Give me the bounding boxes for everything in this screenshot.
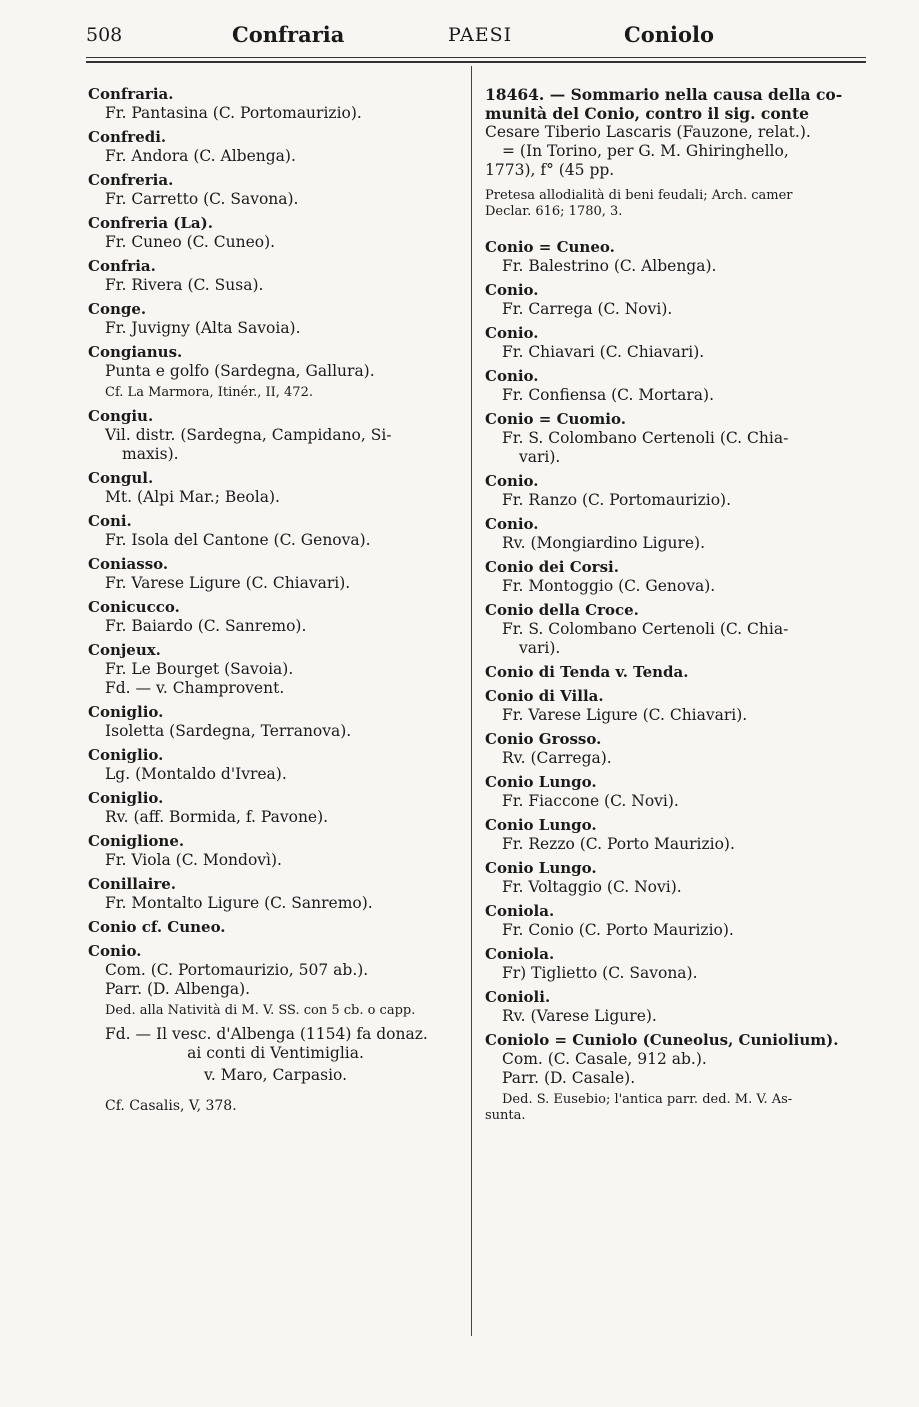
gazetteer-entry <box>88 703 463 741</box>
entry-heading: Conio Lungo. <box>485 773 597 791</box>
entry-heading: Conjeux. <box>88 641 161 659</box>
entry-line: Fr. Montalto Ligure (C. Sanremo). <box>105 894 373 912</box>
entry-heading: Confraria. <box>88 85 174 103</box>
founding-note-line1: Fd. — Il vesc. d'Albenga (1154) fa donaz. <box>105 1025 428 1043</box>
entry-heading: Congul. <box>88 469 154 487</box>
entry-heading: Confria. <box>88 257 156 275</box>
sommario-line2: munità del Conio, contro il sig. conte <box>485 104 809 123</box>
gazetteer-entry <box>88 875 463 913</box>
gazetteer-entry <box>88 214 463 252</box>
entry-heading: Conio Grosso. <box>485 730 602 748</box>
header-rule-thin <box>86 57 866 58</box>
entry-note: Ded. alla Natività di M. V. SS. con 5 cb. o capp. <box>105 1003 416 1018</box>
entry-line: Fr. Cuneo (C. Cuneo). <box>105 233 276 251</box>
entry-heading: Conio di Villa. <box>485 687 604 705</box>
entry-line: Fr. Varese Ligure (C. Chiavari). <box>502 706 748 724</box>
entry-line: Vil. distr. (Sardegna, Campidano, Si- <box>105 426 392 444</box>
entry-line: Fr. Rivera (C. Susa). <box>105 276 264 294</box>
entry-heading: Coniasso. <box>88 555 169 573</box>
entry-line: Rv. (aff. Bormida, f. Pavone). <box>105 808 329 826</box>
left-tail <box>88 1025 463 1116</box>
gazetteer-entry <box>485 902 865 940</box>
sommario-note-line2: Declar. 616; 1780, 3. <box>485 204 623 219</box>
entry-heading: Coniola. <box>485 902 555 920</box>
entry-line: Isoletta (Sardegna, Terranova). <box>105 722 352 740</box>
gazetteer-entry <box>88 746 463 784</box>
entry-heading: Conio dei Corsi. <box>485 558 619 576</box>
entry-heading: Conio. <box>485 367 539 385</box>
gazetteer-entry <box>485 687 865 725</box>
founding-note-line2: ai conti di Ventimiglia. <box>187 1044 364 1062</box>
entry-heading: Confreria. <box>88 171 174 189</box>
entry-heading: Congiu. <box>88 407 154 425</box>
sommario-note-line1: Pretesa allodialità di beni feudali; Arch. camer <box>485 188 793 203</box>
entry-heading: Conio. <box>485 324 539 342</box>
left-entries-list <box>88 85 463 1019</box>
gazetteer-entry <box>485 816 865 854</box>
entry-heading: Coniglio. <box>88 703 164 721</box>
entry-line: Punta e golfo (Sardegna, Gallura). <box>105 362 375 380</box>
running-head-center: PAESI <box>448 24 513 46</box>
sommario-line5: 1773), f° (45 pp. <box>485 161 615 179</box>
entry-heading: Coniglione. <box>88 832 185 850</box>
entry-line: Fr. Ranzo (C. Portomaurizio). <box>502 491 732 509</box>
gazetteer-entry <box>485 601 865 658</box>
entry-line: Fr. Juvigny (Alta Savoia). <box>105 319 301 337</box>
entry-heading: Congianus. <box>88 343 183 361</box>
entry-heading: Conio. <box>485 515 539 533</box>
entry-heading: Confreria (La). <box>88 214 213 232</box>
right-entries-list <box>485 238 865 1124</box>
entry-heading: Conio. <box>485 472 539 490</box>
page-number: 508 <box>86 24 123 46</box>
gazetteer-entry <box>88 789 463 827</box>
entry-line: Fr. Rezzo (C. Porto Maurizio). <box>502 835 735 853</box>
sommario-line3: Cesare Tiberio Lascaris (Fauzone, relat.). <box>485 123 811 141</box>
entry-line: Fr. Chiavari (C. Chiavari). <box>502 343 705 361</box>
gazetteer-entry <box>88 832 463 870</box>
gazetteer-entry <box>485 281 865 319</box>
entry-line: Fr. Fiaccone (C. Novi). <box>502 792 679 810</box>
entry-heading: Coniolo = Cuniolo (Cuneolus, Cuniolium). <box>485 1031 839 1049</box>
entry-heading: Conio cf. Cuneo. <box>88 918 226 936</box>
gazetteer-entry <box>485 324 865 362</box>
gazetteer-entry <box>88 407 463 464</box>
entry-heading: Conio = Cuneo. <box>485 238 615 256</box>
gazetteer-entry <box>485 988 865 1026</box>
entry-line: Parr. (D. Casale). <box>502 1069 636 1087</box>
entry-line: Rv. (Varese Ligure). <box>502 1007 657 1025</box>
gazetteer-entry <box>485 730 865 768</box>
gazetteer-entry <box>88 171 463 209</box>
entry-line: Com. (C. Casale, 912 ab.). <box>502 1050 707 1068</box>
entry-note: Cf. La Marmora, Itinér., II, 472. <box>105 385 313 400</box>
entry-heading: Conio. <box>485 281 539 299</box>
gazetteer-entry <box>485 472 865 510</box>
gazetteer-entry <box>88 343 463 401</box>
entry-heading: Conillaire. <box>88 875 177 893</box>
gazetteer-entry <box>88 598 463 636</box>
sommario-line4: = (In Torino, per G. M. Ghiringhello, <box>502 142 789 160</box>
running-head-left: Confraria <box>232 22 345 47</box>
gazetteer-entry <box>88 641 463 698</box>
entry-line: Fr. Balestrino (C. Albenga). <box>502 257 717 275</box>
entry-line: Fr. Baiardo (C. Sanremo). <box>105 617 307 635</box>
entry-note: Ded. S. Eusebio; l'antica parr. ded. M. V. As- <box>502 1092 793 1107</box>
sommario-line1: 18464. — Sommario nella causa della co- <box>485 85 843 104</box>
header-rule-thick <box>86 61 866 63</box>
entry-line: Rv. (Carrega). <box>502 749 612 767</box>
entry-heading: Coniola. <box>485 945 555 963</box>
entry-heading: Conge. <box>88 300 147 318</box>
gazetteer-entry <box>88 555 463 593</box>
entry-heading: Coniglio. <box>88 746 164 764</box>
entry-line: Fr. S. Colombano Certenoli (C. Chia- <box>502 620 789 638</box>
entry-line: Fr. Pantasina (C. Portomaurizio). <box>105 104 362 122</box>
gazetteer-entry <box>88 942 463 1019</box>
entry-heading: Coni. <box>88 512 132 530</box>
gazetteer-entry <box>88 300 463 338</box>
entry-line: Fr. S. Colombano Certenoli (C. Chia- <box>502 429 789 447</box>
gazetteer-entry <box>88 128 463 166</box>
gazetteer-entry <box>485 515 865 553</box>
entry-line: Fr. Carrega (C. Novi). <box>502 300 673 318</box>
entry-line: Fr. Voltaggio (C. Novi). <box>502 878 682 896</box>
entry-continuation: maxis). <box>122 445 179 463</box>
entry-continuation: vari). <box>519 448 561 466</box>
gazetteer-entry <box>485 558 865 596</box>
sommario-note <box>485 188 865 220</box>
running-head-right: Coniolo <box>624 22 714 47</box>
entry-line: Fr. Andora (C. Albenga). <box>105 147 296 165</box>
entry-note-continuation: sunta. <box>485 1108 526 1123</box>
entry-heading: Conio Lungo. <box>485 859 597 877</box>
gazetteer-entry <box>88 257 463 295</box>
column-divider <box>471 66 472 1336</box>
entry-line: Fr. Confiensa (C. Mortara). <box>502 386 715 404</box>
entry-heading: Conio. <box>88 942 142 960</box>
entry-line: Fr. Isola del Cantone (C. Genova). <box>105 531 371 549</box>
gazetteer-entry <box>485 945 865 983</box>
entry-heading: Conioli. <box>485 988 551 1006</box>
entry-heading: Conio della Croce. <box>485 601 639 619</box>
gazetteer-entry <box>485 410 865 467</box>
reference-line: Cf. Casalis, V, 378. <box>105 1098 237 1114</box>
entry-line: Fr. Conio (C. Porto Maurizio). <box>502 921 734 939</box>
gazetteer-entry <box>485 367 865 405</box>
gazetteer-entry <box>485 663 865 682</box>
gazetteer-entry <box>485 773 865 811</box>
entry-line: Fd. — v. Champrovent. <box>105 679 285 697</box>
entry-heading: Conicucco. <box>88 598 180 616</box>
entry-heading: Conio Lungo. <box>485 816 597 834</box>
entry-continuation: vari). <box>519 639 561 657</box>
entry-heading: Coniglio. <box>88 789 164 807</box>
entry-heading: Conio di Tenda v. Tenda. <box>485 663 689 681</box>
gazetteer-entry <box>88 469 463 507</box>
right-column <box>485 85 865 1130</box>
sommario-entry <box>485 85 865 220</box>
entry-line: Lg. (Montaldo d'Ivrea). <box>105 765 287 783</box>
entry-line: Fr. Montoggio (C. Genova). <box>502 577 716 595</box>
entry-line: Fr. Carretto (C. Savona). <box>105 190 299 208</box>
entry-line: Com. (C. Portomaurizio, 507 ab.). <box>105 961 369 979</box>
entry-line: Fr. Varese Ligure (C. Chiavari). <box>105 574 351 592</box>
page-header <box>86 22 866 52</box>
entry-heading: Conio = Cuomio. <box>485 410 626 428</box>
entry-line: Parr. (D. Albenga). <box>105 980 251 998</box>
gazetteer-entry <box>485 238 865 276</box>
gazetteer-entry <box>485 1031 865 1124</box>
gazetteer-entry <box>88 918 463 937</box>
gazetteer-entry <box>88 512 463 550</box>
left-column <box>88 85 463 1121</box>
gazetteer-entry <box>485 859 865 897</box>
entry-line: Fr. Viola (C. Mondovì). <box>105 851 282 869</box>
entry-line: Fr. Le Bourget (Savoia). <box>105 660 294 678</box>
entry-heading: Confredi. <box>88 128 167 146</box>
see-also-line: v. Maro, Carpasio. <box>203 1066 348 1084</box>
entry-line: Mt. (Alpi Mar.; Beola). <box>105 488 280 506</box>
entry-line: Rv. (Mongiardino Ligure). <box>502 534 706 552</box>
entry-line: Fr) Tiglietto (C. Savona). <box>502 964 698 982</box>
gazetteer-entry <box>88 85 463 123</box>
